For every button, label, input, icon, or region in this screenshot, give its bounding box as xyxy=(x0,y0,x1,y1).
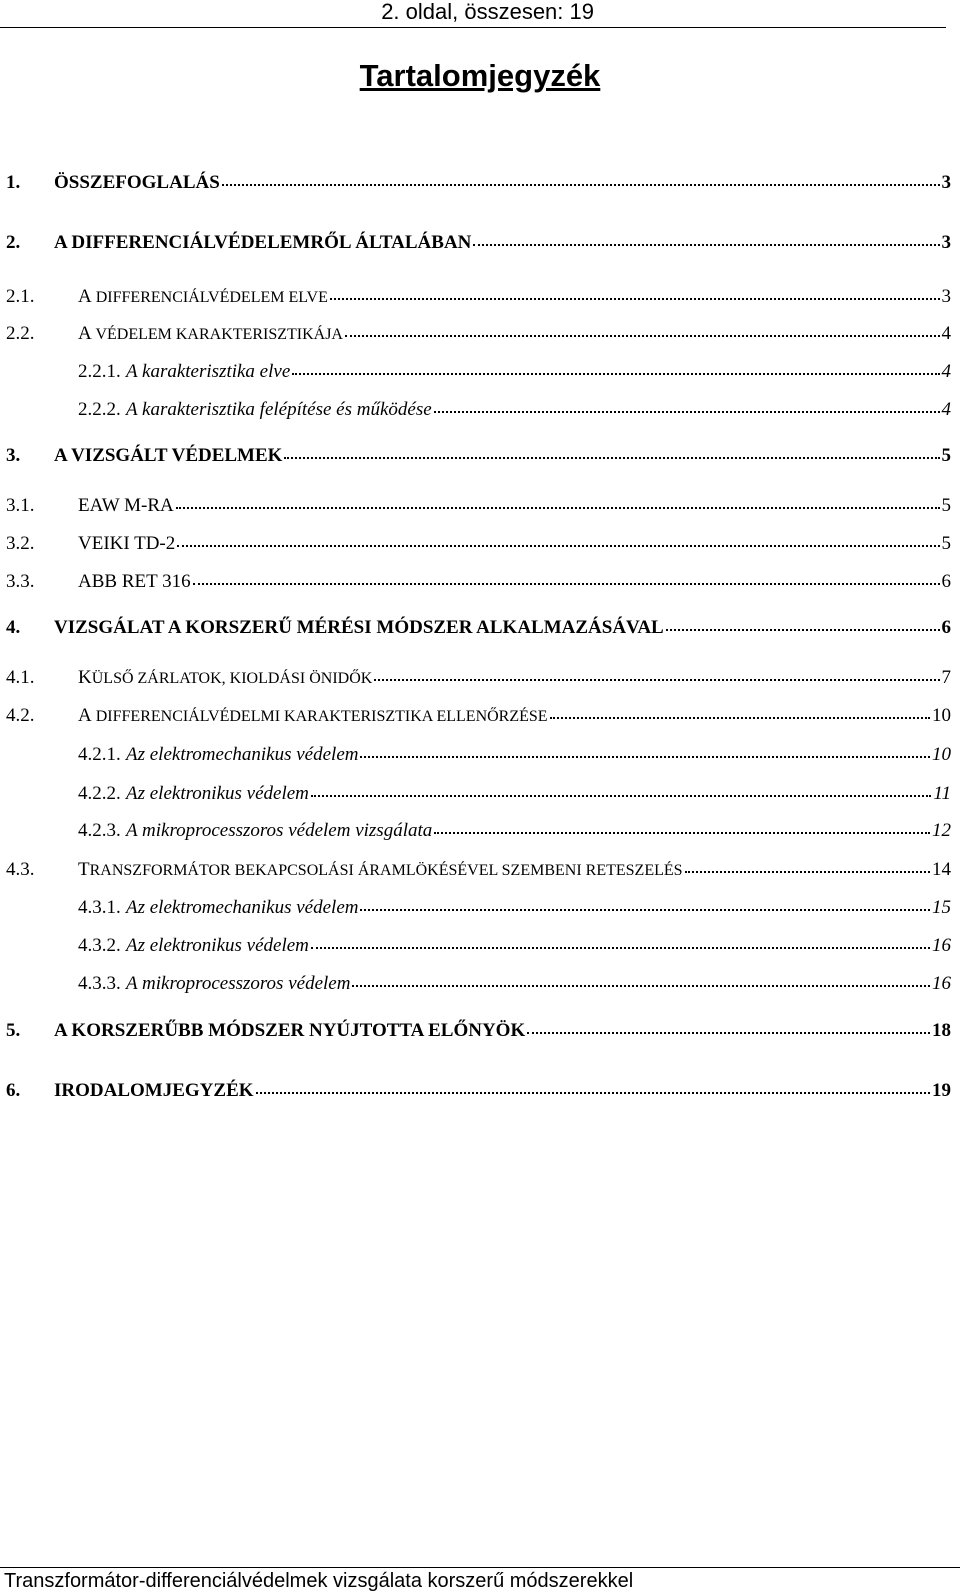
dot-leader xyxy=(177,544,939,547)
toc-entry-page: 14 xyxy=(932,859,951,880)
toc-entry[interactable] xyxy=(6,232,951,254)
toc-entry-title: A mikroprocesszoros védelem xyxy=(126,973,351,994)
dot-leader xyxy=(284,456,939,459)
toc-entry-title: VEIKI TD-2 xyxy=(78,533,176,554)
toc-entry-title: A VÉDELEM KARAKTERISZTIKÁJA xyxy=(78,323,343,344)
toc-entry-number: 2.1. xyxy=(6,286,35,307)
toc-entry-title: Az elektromechanikus védelem xyxy=(126,744,359,765)
toc-entry[interactable] xyxy=(6,820,951,842)
toc-entry-number: 2.2.2. xyxy=(78,399,121,420)
toc-entry-title: Az elektronikus védelem xyxy=(126,935,309,956)
toc-entry-number: 2.2. xyxy=(6,323,35,344)
toc-entry-title: A DIFFERENCIÁLVÉDELEMRŐL ÁLTALÁBAN xyxy=(54,232,472,253)
toc-entry-number: 3.2. xyxy=(6,533,35,554)
toc-entry-number: 3. xyxy=(6,445,21,466)
toc-entry-number: 3.3. xyxy=(6,571,35,592)
toc-entry-number: 2.2.1. xyxy=(78,361,121,382)
toc-entry-number: 4.2.3. xyxy=(78,820,121,841)
toc-entry[interactable] xyxy=(6,973,951,995)
dot-leader xyxy=(352,984,930,987)
toc-entry[interactable] xyxy=(6,495,951,517)
dot-leader xyxy=(360,755,930,758)
toc-entry-number: 4.2.1. xyxy=(78,744,121,765)
toc-entry-number: 6. xyxy=(6,1080,21,1101)
toc-entry-page: 4 xyxy=(941,361,951,382)
toc-entry-title: Az elektronikus védelem xyxy=(126,783,309,804)
toc-entry[interactable] xyxy=(6,667,951,689)
dot-leader xyxy=(330,297,940,300)
toc-entry-page: 15 xyxy=(932,897,951,918)
dot-leader xyxy=(292,372,939,375)
toc-entry-number: 4.2.2. xyxy=(78,783,121,804)
dot-leader xyxy=(550,716,930,719)
toc-entry[interactable] xyxy=(6,286,951,308)
toc-entry-page: 5 xyxy=(941,533,951,554)
toc-entry-title: IRODALOMJEGYZÉK xyxy=(54,1080,254,1101)
dot-leader xyxy=(193,582,940,585)
toc-entry[interactable] xyxy=(6,897,951,919)
toc-entry-title: ABB RET 316 xyxy=(78,571,191,592)
page-title: Tartalomjegyzék xyxy=(359,58,601,93)
toc-entry[interactable] xyxy=(6,783,951,805)
toc-entry-number: 4.3.3. xyxy=(78,973,121,994)
toc-entry[interactable] xyxy=(6,323,951,345)
dot-leader xyxy=(434,831,930,834)
toc-entry[interactable] xyxy=(6,617,951,639)
toc-entry[interactable] xyxy=(6,399,951,421)
toc-entry-page: 4 xyxy=(941,399,951,420)
dot-leader xyxy=(222,183,940,186)
toc-entry[interactable] xyxy=(6,935,951,957)
toc-entry-title: KÜLSŐ ZÁRLATOK, KIOLDÁSI ÖNIDŐK xyxy=(78,667,373,688)
dot-leader xyxy=(256,1091,930,1094)
toc-entry[interactable] xyxy=(6,361,951,383)
toc-entry[interactable] xyxy=(6,533,951,555)
toc-entry-number: 4. xyxy=(6,617,21,638)
toc-entry-page: 19 xyxy=(932,1080,951,1101)
toc-entry-page: 3 xyxy=(941,286,951,307)
toc-entry-page: 6 xyxy=(941,571,951,592)
dot-leader xyxy=(345,334,940,337)
toc-entry-title: A mikroprocesszoros védelem vizsgálata xyxy=(126,820,433,841)
toc-entry-title: TRANSZFORMÁTOR BEKAPCSOLÁSI ÁRAMLÖKÉSÉVEL SZEMBENI RETESZELÉS xyxy=(78,859,683,880)
toc-entry-number: 1. xyxy=(6,172,21,193)
toc-entry-number: 2. xyxy=(6,232,21,253)
toc-entry-page: 18 xyxy=(932,1020,951,1041)
toc-entry-page: 10 xyxy=(932,744,951,765)
page-footer xyxy=(0,1567,960,1592)
toc-entry-page: 3 xyxy=(941,172,951,193)
toc-entry-number: 4.3.2. xyxy=(78,935,121,956)
toc-entry[interactable] xyxy=(6,172,951,194)
dot-leader xyxy=(666,628,940,631)
dot-leader xyxy=(311,794,932,797)
dot-leader xyxy=(434,410,940,413)
toc-entry-title: A DIFFERENCIÁLVÉDELEM ELVE xyxy=(78,286,328,307)
toc-entry-number: 4.1. xyxy=(6,667,35,688)
dot-leader xyxy=(527,1031,930,1034)
toc-entry-page: 12 xyxy=(932,820,951,841)
toc-entry-number: 4.2. xyxy=(6,705,35,726)
dot-leader xyxy=(374,678,939,681)
toc-entry[interactable] xyxy=(6,859,951,881)
toc-entry-title: A karakterisztika elve xyxy=(126,361,291,382)
toc-entry[interactable] xyxy=(6,705,951,727)
toc-entry-page: 6 xyxy=(941,617,951,638)
toc-entry-title: ÖSSZEFOGLALÁS xyxy=(54,172,220,193)
page-header xyxy=(0,0,946,28)
toc-entry-page: 11 xyxy=(933,783,951,804)
dot-leader xyxy=(685,870,930,873)
dot-leader xyxy=(360,908,930,911)
toc-entry-title: A DIFFERENCIÁLVÉDELMI KARAKTERISZTIKA ELLENŐRZÉSE xyxy=(78,705,548,726)
toc-entry-title: A VIZSGÁLT VÉDELMEK xyxy=(54,445,283,466)
toc-entry[interactable] xyxy=(6,1080,951,1102)
toc-entry[interactable] xyxy=(6,744,951,766)
toc-entry-page: 4 xyxy=(941,323,951,344)
toc-entry-page: 5 xyxy=(941,445,951,466)
toc-entry-title: VIZSGÁLAT A KORSZERŰ MÉRÉSI MÓDSZER ALKALMAZÁSÁVAL xyxy=(54,617,664,638)
toc-entry-page: 7 xyxy=(941,667,951,688)
toc-entry-number: 4.3. xyxy=(6,859,35,880)
toc-entry-page: 10 xyxy=(932,705,951,726)
toc-entry-title: EAW M-RA xyxy=(78,495,174,516)
footer-text: Transzformátor-differenciálvédelmek vizsgálata korszerű módszerekkel xyxy=(4,1570,634,1592)
toc-entry-title: A karakterisztika felépítése és működése xyxy=(126,399,432,420)
toc-entry-page: 5 xyxy=(941,495,951,516)
page-number-text: 2. oldal, összesen: 19 xyxy=(381,0,594,24)
toc-entry[interactable] xyxy=(6,571,951,593)
dot-leader xyxy=(473,243,939,246)
toc-entry-number: 5. xyxy=(6,1020,21,1041)
toc-entry-page: 16 xyxy=(932,935,951,956)
toc-entry[interactable] xyxy=(6,1020,951,1042)
toc-entry[interactable] xyxy=(6,445,951,467)
toc-entry-title: Az elektromechanikus védelem xyxy=(126,897,359,918)
dot-leader xyxy=(176,506,940,509)
toc-entry-title: A KORSZERŰBB MÓDSZER NYÚJTOTTA ELŐNYÖK xyxy=(54,1020,526,1041)
dot-leader xyxy=(311,946,930,949)
toc-entry-page: 3 xyxy=(941,232,951,253)
toc-entry-number: 3.1. xyxy=(6,495,35,516)
toc-entry-number: 4.3.1. xyxy=(78,897,121,918)
toc-entry-page: 16 xyxy=(932,973,951,994)
